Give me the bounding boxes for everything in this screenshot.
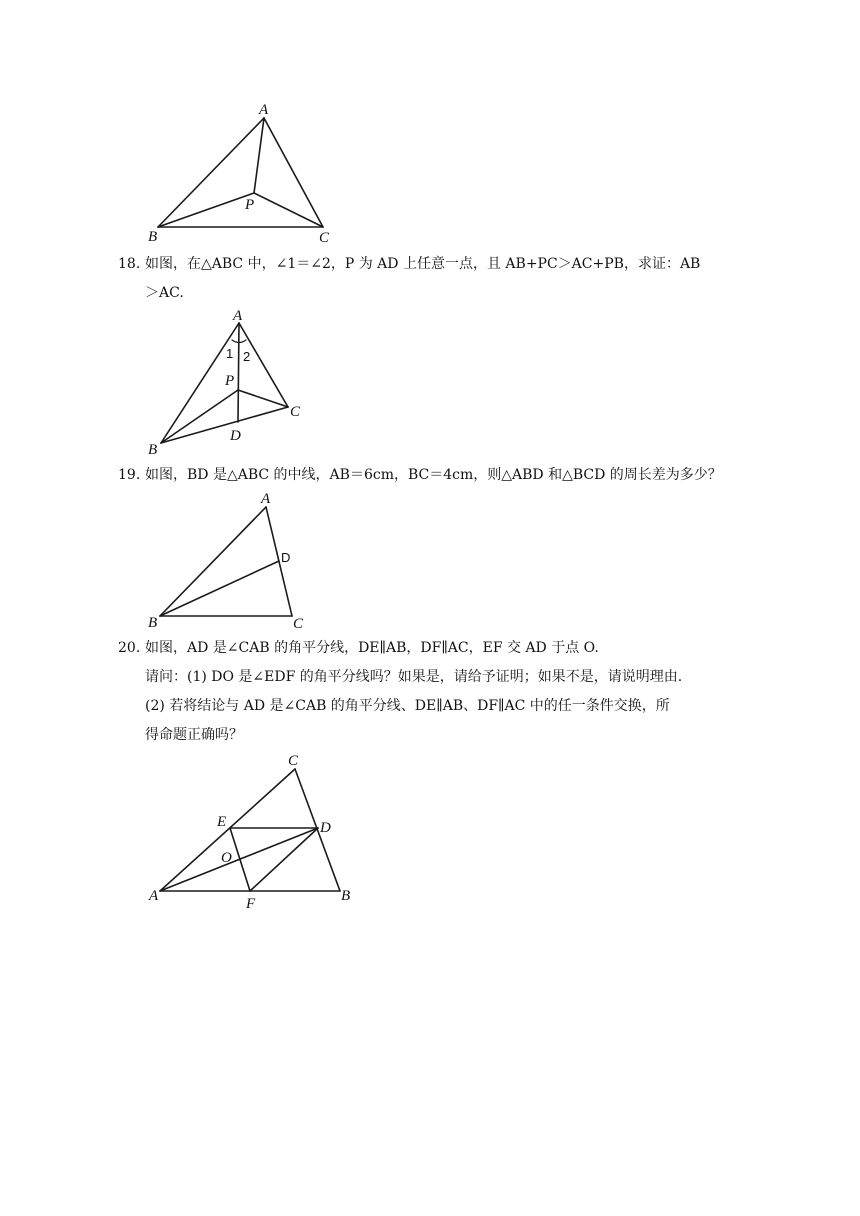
label-c: C <box>288 753 299 769</box>
segment-ac <box>264 118 323 227</box>
segment-cb <box>295 769 340 891</box>
question-18-text-line1: 如图，在△ABC 中，∠1＝∠2，P 为 AD 上任意一点，且 AB+PC＞AC+PB，求证：AB <box>145 256 701 272</box>
label-d: D <box>320 820 331 836</box>
label-p: P <box>225 373 235 389</box>
label-angle-2: 2 <box>243 349 251 364</box>
label-a: A <box>261 491 271 507</box>
label-c: C <box>290 404 301 420</box>
figure-18 <box>140 305 310 458</box>
segment-bd <box>160 561 279 616</box>
segment-df <box>250 828 318 891</box>
label-d: D <box>230 428 241 444</box>
segment-bp <box>158 193 254 227</box>
question-19-number: 19. <box>118 467 141 483</box>
segment-ac <box>239 323 288 407</box>
segment-ap <box>254 118 264 193</box>
figure-20 <box>140 748 365 912</box>
label-b: B <box>148 229 158 245</box>
question-20-text-line4: 得命题正确吗？ <box>145 727 243 743</box>
label-p: P <box>245 197 255 213</box>
label-angle-1: 1 <box>226 346 234 361</box>
segment-ad <box>238 323 239 422</box>
figure-19 <box>140 488 315 630</box>
segment-ab <box>160 507 266 616</box>
label-o: O <box>221 850 232 866</box>
label-d: D <box>281 550 291 565</box>
question-20-number: 20. <box>118 640 141 656</box>
label-e: E <box>217 814 227 830</box>
segment-ac <box>160 769 295 891</box>
label-c: C <box>319 230 330 246</box>
question-20-text-line2: 请问：(1) DO 是∠EDF 的角平分线吗？如果是，请给予证明；如果不是，请说明理由. <box>145 669 683 685</box>
label-a: A <box>259 102 269 118</box>
label-f: F <box>246 896 256 912</box>
segment-ad <box>160 828 318 891</box>
question-20-text-line3: (2) 若将结论与 AD 是∠CAB 的角平分线、DE∥AB、DF∥AC 中的任一条件交换，所 <box>145 698 670 714</box>
label-a: A <box>233 308 243 324</box>
question-18-number: 18. <box>118 256 141 272</box>
segment-bp <box>161 390 238 443</box>
question-19-text-line1: 如图，BD 是△ABC 的中线，AB＝6cm，BC＝4cm，则△ABD 和△BCD 的周长差为多少？ <box>145 467 722 483</box>
label-b: B <box>148 615 158 631</box>
segment-cp <box>254 193 323 227</box>
label-b: B <box>148 442 158 458</box>
label-b: B <box>341 888 351 904</box>
segment-cp <box>238 390 288 407</box>
label-a: A <box>149 888 159 904</box>
figure-17 <box>140 100 350 245</box>
question-20-text-line1: 如图，AD 是∠CAB 的角平分线，DE∥AB，DF∥AC，EF 交 AD 于点 O. <box>145 640 599 656</box>
question-18-text-line2: ＞AC. <box>145 285 184 301</box>
label-c: C <box>293 616 304 632</box>
